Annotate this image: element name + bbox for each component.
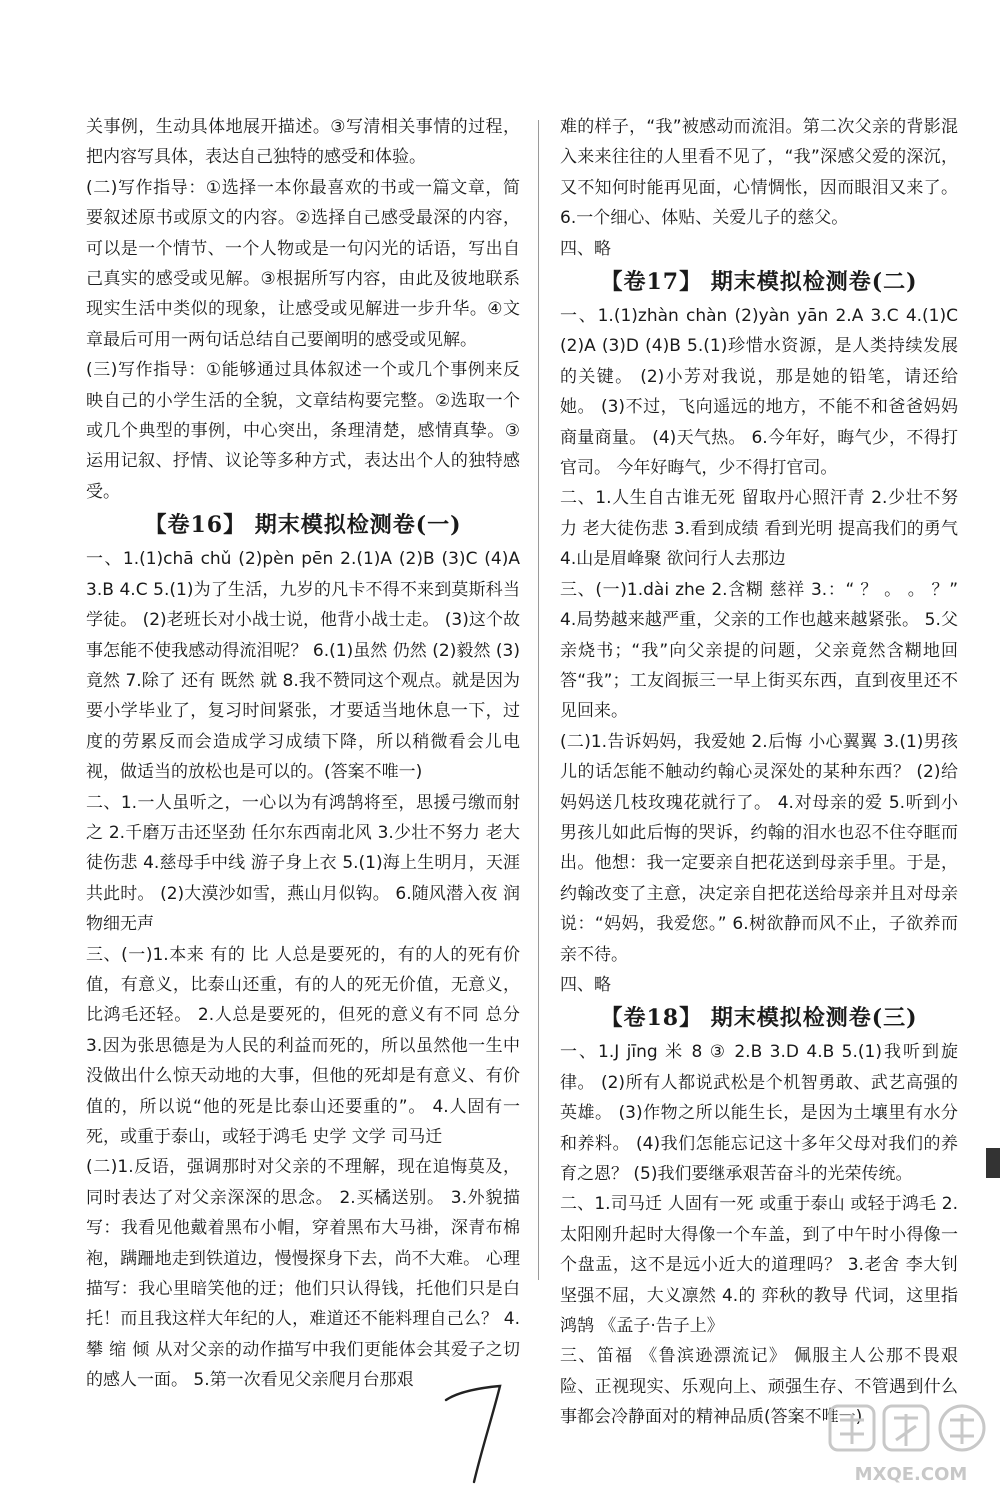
right-column [560, 112, 958, 1433]
section-18-part-1: 一、1.J jīng 米 8 ③ 2.B 3.D 4.B 5.(1)我听到旋律。 (2)所有人都说武松是个机智勇敢、武艺高强的英雄。 (3)作物之所以能生长，是因为土壤里有水分和养料。 (4)我们怎能忘记这十多年父母对我们的养育之恩？ (5)我们要继承艰苦奋斗的光荣传统。 [560, 1042, 958, 1184]
section-18-part-3: 三、笛福 《鲁滨逊漂流记》 佩服主人公那不畏艰险、正视现实、乐观向上、顽强生存、不管遇到什么事都会冷静面对的精神品质(答案不唯一) [560, 1346, 958, 1428]
section-17-part-3: 三、(一)1.dài zhe 2.含糊 慈祥 3.：“ ？ 。 。 ？” 4.局势越来越严重，父亲的工作也越来越紧张。 5.父亲烧书；“我”向父亲提的问题，父亲竟然含糊地回答“我”；工友阎振三一早上街买东西，直到夜里还不见回来。 [560, 579, 958, 722]
section-17-part-5: 四、略 [560, 974, 611, 995]
left-paragraph-2: (二)写作指导：①选择一本你最喜欢的书或一篇文章，简要叙述原书或原文的内容。②选择自己感受最深的内容，可以是一个情节、一个人物或是一句闪光的话语，写出自己真实的感受或见解。③根据所写内容，由此及彼地联系现实生活中类似的现象，让感受或见解进一步升华。④文章最后可用一两句话总结自己要阐明的感受或见解。 [86, 177, 520, 350]
watermark-logo [826, 1400, 996, 1486]
handwritten-mark [440, 1378, 510, 1488]
section-18-part-2: 二、1.司马迁 人固有一死 或重于泰山 或轻于鸿毛 2.太阳刚升起时大得像一个车盖，到了中午时小得像一个盘盂，这不是远小近大的道理吗？ 3.老舍 李大钊 坚强不屈，大义凛然 4.的 弈秋的教导 代词，这里指鸿鹄 《孟子·告子上》 [560, 1194, 958, 1337]
section-17-part-1: 一、1.(1)zhàn chàn (2)yàn yān 2.A 3.C 4.(1)C (2)A (3)D (4)B 5.(1)珍惜水资源，是人类持续发展的关键。 (2)小芳对我说，那是她的铅笔，请还给她。 (3)不过，飞向遥远的地方，不能不和爸爸妈妈商量商量。 (4)天气热。 6.今年好，晦气少，不得打官司。 今年好晦气，少不得打官司。 [560, 306, 958, 479]
section-16-title: 【卷16】 期末模拟检测卷(一) [144, 512, 462, 539]
column-divider [538, 120, 539, 1280]
section-16-part-4: (二)1.反语，强调那时对父亲的不理解，现在追悔莫及，同时表达了对父亲深深的思念。 2.买橘送别。 3.外貌描写：我看见他戴着黑布小帽，穿着黑布大马褂，深青布棉袍，蹒跚地走到铁道边，慢慢探身下去，尚不大难。 心理描写：我心里暗笑他的迂；他们只认得钱，托他们只是白托！而且我这样大年纪的人，难道还不能料理自己么？ 4.攀 缩 倾 从对父亲的动作描写中我们更能体会其爱子之切的感人一面。 5.第一次看见父亲爬月台那艰 [86, 1157, 520, 1391]
right-paragraph-1: 难的样子，“我”被感动而流泪。第二次父亲的背影混入来来往往的人里看不见了，“我”深感父爱的深沉，又不知何时能再见面，心情惆怅，因而眼泪又来了。 6.一个细心、体贴、关爱儿子的慈父。 [560, 117, 958, 229]
section-16-part-2: 二、1.一人虽听之，一心以为有鸿鹄将至，思援弓缴而射之 2.千磨万击还坚劲 任尔东西南北风 3.少壮不努力 老大徒伤悲 4.慈母手中线 游子身上衣 5.(1)海上生明月，天涯共此时。 (2)大漠沙如雪，燕山月似钩。 6.随风潜入夜 润物细无声 [86, 792, 520, 935]
left-paragraph-3: (三)写作指导：①能够通过具体叙述一个或几个事例来反映自己的小学生活的全貌，文章结构要完整。②选取一个或几个典型的事例，中心突出，条理清楚，感情真挚。③运用记叙、抒情、议论等多种方式，表达出个人的独特感受。 [86, 360, 520, 502]
right-paragraph-2: 四、略 [560, 238, 611, 259]
left-column [86, 112, 520, 1396]
edge-tab-mark [986, 1148, 1000, 1178]
section-17-title: 【卷17】 期末模拟检测卷(二) [600, 269, 918, 296]
left-paragraph-1: 关事例，生动具体地展开描述。③写清相关事情的过程，把内容写具体，表达自己独特的感受和体验。 [86, 117, 520, 168]
section-18-title: 【卷18】 期末模拟检测卷(三) [600, 1005, 918, 1032]
section-16-part-3: 三、(一)1.本来 有的 比 人总是要死的，有的人的死有价值，有意义，比泰山还重，有的人的死无价值，无意义，比鸿毛还轻。 2.人总是要死的，但死的意义有不同 总分 3.因为张思德是为人民的利益而死的，所以虽然他一生中没做出什么惊天动地的大事，但他的死却是有意义、有价值的，所以说“他的死是比泰山还要重的”。 4.人固有一死，或重于泰山，或轻于鸿毛 史学 文学 司马迁 [86, 944, 520, 1147]
section-17-part-2: 二、1.人生自古谁无死 留取丹心照汗青 2.少壮不努力 老大徒伤悲 3.看到成绩 看到光明 提高我们的勇气 4.山是眉峰聚 欲问行人去那边 [560, 488, 958, 570]
section-16-part-1: 一、1.(1)chā chǔ (2)pèn pēn 2.(1)A (2)B (3)C (4)A 3.B 4.C 5.(1)为了生活，九岁的凡卡不得不来到莫斯科当学徒。 (2)老班长对小战士说，他背小战士走。 (3)这个故事怎能不使我感动得流泪呢？ 6.(1)虽然 仍然 (2)毅然 (3)竟然 7.除了 还有 既然 就 8.我不赞同这个观点。就是因为要小学毕业了，复习时间紧张，才要适当地休息一下，过度的劳累反而会造成学习成绩下降，所以稍微看会儿电视，做适当的放松也是可以的。(答案不唯一) [86, 549, 520, 783]
watermark-url: MXQE.COM [854, 1464, 968, 1485]
section-17-part-4: (二)1.告诉妈妈，我爱她 2.后悔 小心翼翼 3.(1)男孩儿的话怎能不触动约翰心灵深处的某种东西？ (2)给妈妈送几枝玫瑰花就行了。 4.对母亲的爱 5.听到小男孩儿如此后悔的哭诉，约翰的泪水也忍不住夺眶而出。他想：我一定要亲自把花送到母亲手里。于是，约翰改变了主意，决定亲自把花送给母亲并且对母亲说：“妈妈，我爱您。” 6.树欲静而风不止，子欲养而亲不待。 [560, 731, 958, 965]
